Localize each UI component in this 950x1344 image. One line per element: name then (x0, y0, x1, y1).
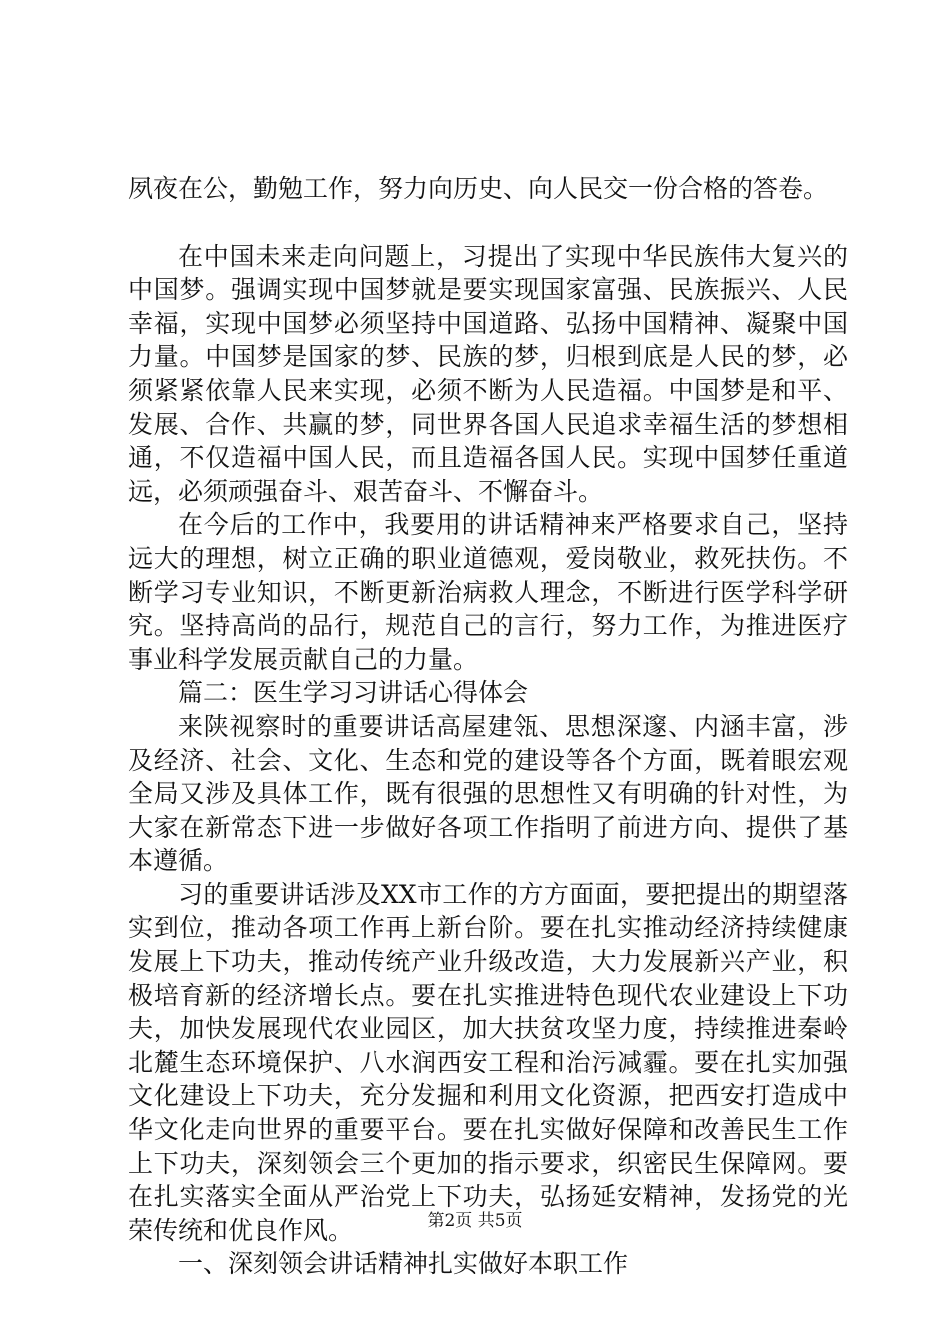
paragraph-shaanxi-visit: 来陕视察时的重要讲话高屋建瓴、思想深邃、内涵丰富，涉及经济、社会、文化、生态和党的建设等各个方面，既着眼宏观全局又涉及具体工作，既有很强的思想性又有明确的针对性，为大家在新常态下进一步做好各项工作指明了前进方向、提供了基本遵循。 (128, 711, 848, 876)
page-number-footer: 第2页 共5页 (427, 1211, 523, 1231)
document-body (128, 172, 848, 1281)
paragraph-china-dream: 在中国未来走向问题上，习提出了实现中华民族伟大复兴的中国梦。强调实现中国梦就是要实现国家富强、民族振兴、人民幸福，实现中国梦必须坚持中国道路、弘扬中国精神、凝聚中国力量。中国梦是国家的梦、民族的梦，归根到底是人民的梦，必须紧紧依靠人民来实现，必须不断为人民造福。中国梦是和平、发展、合作、共赢的梦，同世界各国人民追求幸福生活的梦想相通，不仅造福中国人民，而且造福各国人民。实现中国梦任重道远，必须顽强奋斗、艰苦奋斗、不懈奋斗。 (128, 241, 848, 506)
section-heading-part-two: 篇二：医生学习习讲话心得体会 (178, 678, 529, 708)
paragraph-future-work: 在今后的工作中，我要用的讲话精神来严格要求自己，坚持远大的理想，树立正确的职业道德观，爱岗敬业，救死扶伤。不断学习专业知识，不断更新治病救人理念，不断进行医学科学研究。坚持高尚的品行，规范自己的言行，努力工作，为推进医疗事业科学发展贡献自己的力量。 (128, 510, 848, 674)
section-heading-one: 一、深刻领会讲话精神扎实做好本职工作 (178, 1249, 629, 1279)
paragraph-continuation: 夙夜在公，勤勉工作，努力向历史、向人民交一份合格的答卷。 (128, 174, 829, 203)
paragraph-city-work: 习的重要讲话涉及XX市工作的方方面面，要把提出的期望落实到位，推动各项工作再上新台阶。要在扎实推动经济持续健康发展上下功夫，推动传统产业升级改造，大力发展新兴产业，积极培育新的经济增长点。要在扎实推进特色现代农业建设上下功夫，加快发展现代农业园区，加大扶贫攻坚力度，持续推进秦岭北麓生态环境保护、八水润西安工程和治污减霾。要在扎实加强文化建设上下功夫，充分发掘和利用文化资源，把西安打造成中华文化走向世界的重要平台。要在扎实做好保障和改善民生工作上下功夫，深刻领会三个更加的指示要求，织密民生保障网。要在扎实落实全面从严治党上下功夫，弘扬延安精神，发扬党的光荣传统和优良作风。 (128, 879, 848, 1245)
